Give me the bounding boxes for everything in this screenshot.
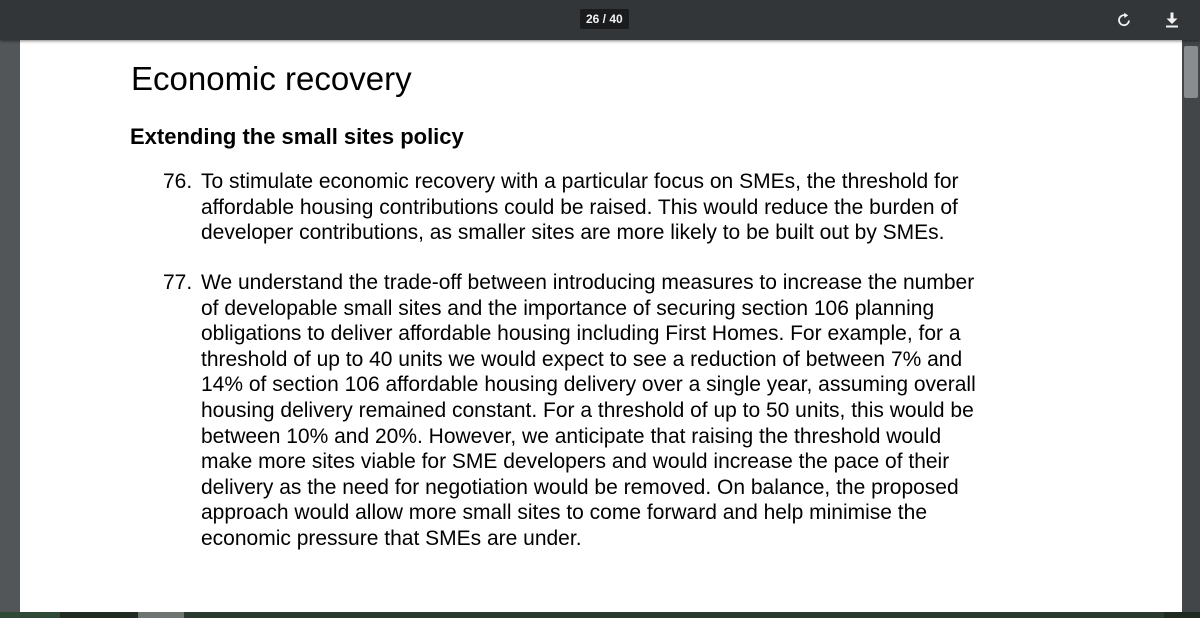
page-indicator: 26 / 40 — [580, 9, 629, 29]
page-title: Economic recovery — [131, 60, 412, 97]
pdf-page — [20, 40, 1182, 612]
taskbar — [0, 612, 1200, 618]
paragraph-76 — [163, 169, 1093, 246]
section-heading: Extending the small sites policy — [130, 124, 464, 149]
taskbar-item[interactable] — [138, 612, 184, 618]
paragraph-number: 77. — [163, 271, 193, 294]
taskbar-item[interactable] — [184, 612, 1164, 618]
download-button[interactable] — [1158, 6, 1186, 34]
paragraph-number: 76. — [163, 170, 193, 193]
rotate-button[interactable] — [1110, 6, 1138, 34]
paragraph-text: We understand the trade-off between introducing measures to increase the number of developable small sites and the importance of securing section 106 planning obligations to deliver affordable housing including First Homes. For example, for a threshold of up to 40 units we would expect to see a reduction of between 7% and 14% of section 106 affordable housing delivery over a single year, assuming overall housing delivery remained constant. For a threshold of up to 50 units, this would be between 10% and 20%. However, we anticipate that raising the threshold would make more sites viable for SME developers and would increase the pace of their delivery as the need for negotiation would be removed. On balance, the proposed approach would allow more small sites to come forward and help minimise the economic pressure that SMEs are under. — [201, 271, 976, 550]
scrollbar-thumb[interactable] — [1184, 46, 1198, 98]
paragraph-text: To stimulate economic recovery with a particular focus on SMEs, the threshold for affordable housing contributions could be raised. This would reduce the burden of developer contributions, as smaller sites are more likely to be built out by SMEs. — [201, 170, 959, 245]
pdf-toolbar — [0, 0, 1200, 40]
rotate-icon — [1116, 12, 1132, 28]
scrollbar-track[interactable] — [1182, 40, 1200, 612]
taskbar-item[interactable] — [0, 612, 60, 618]
download-icon — [1165, 12, 1179, 28]
paragraph-77 — [163, 270, 1093, 552]
